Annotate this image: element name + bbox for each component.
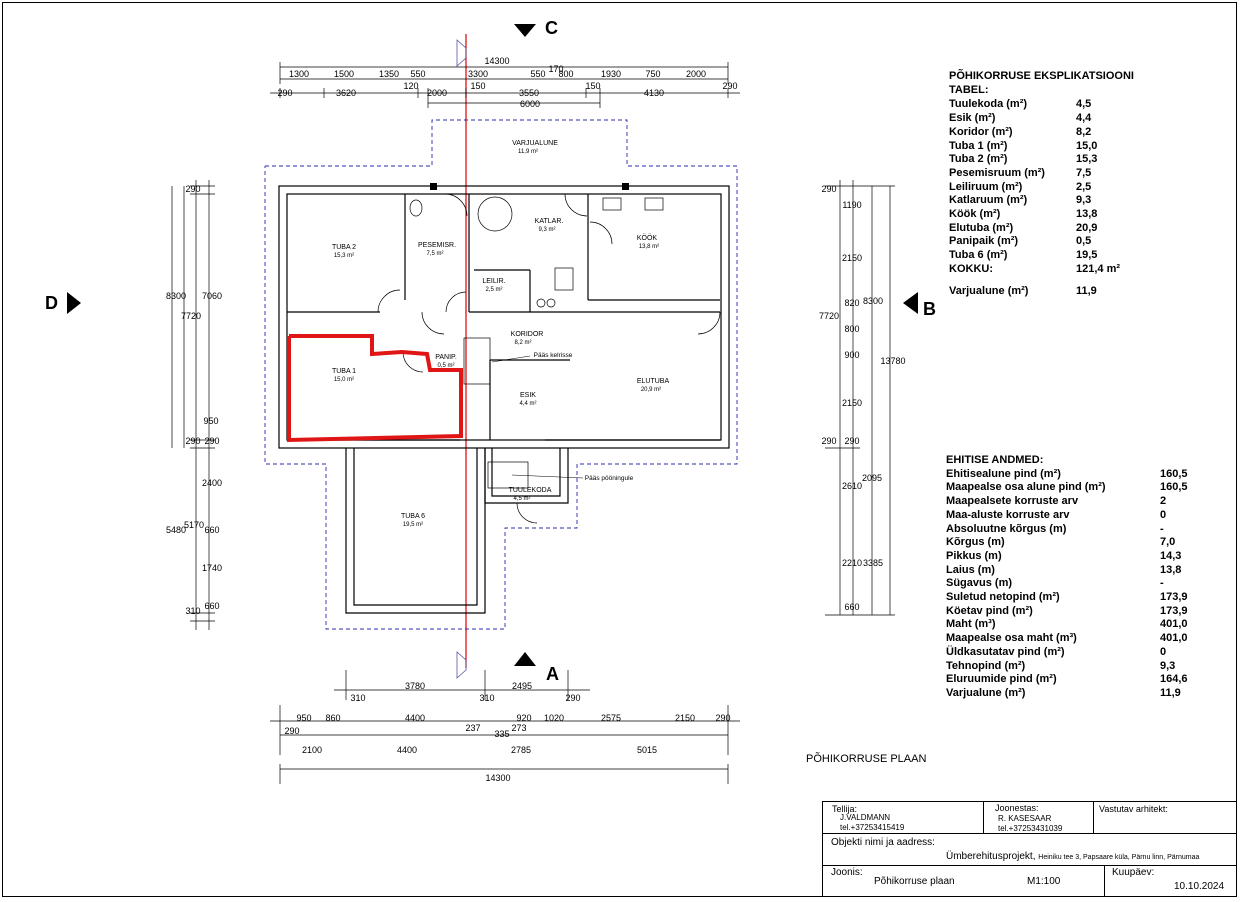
dimension-text: 290 <box>185 184 201 194</box>
explication-extra-row <box>949 285 1169 299</box>
dimension-text: 3385 <box>862 558 884 568</box>
explication-label: KOKKU: <box>949 262 993 275</box>
object-address: Heiniku tee 3, Papsaare küla, Pärnu linn, Pärnumaa <box>1038 854 1200 861</box>
building-data-value: 14,3 <box>1160 549 1182 562</box>
building-data-label: Köetav pind (m²) <box>946 604 1033 617</box>
dimension-text: 7060 <box>201 291 223 301</box>
room-name: TUBA 2 <box>331 244 357 251</box>
dimension-text: 5480 <box>165 525 187 535</box>
dimension-text: 4130 <box>643 88 665 98</box>
building-data-row <box>946 481 1206 495</box>
explication-table <box>949 70 1169 298</box>
client-label: Tellija: <box>832 804 858 814</box>
explication-extra-value: 11,9 <box>1076 284 1097 297</box>
room-area: 8,2 m² <box>514 340 532 346</box>
dimension-text: 750 <box>645 69 661 79</box>
dimension-text: 150 <box>585 81 601 91</box>
building-data-label: Maht (m³) <box>946 618 996 631</box>
building-data-value: 401,0 <box>1160 618 1188 631</box>
explication-row <box>949 153 1169 167</box>
room-area: 4,5 m² <box>513 496 531 502</box>
dimension-text: 5170 <box>183 520 205 530</box>
dimension-text: 860 <box>325 713 341 723</box>
explication-value: 0,5 <box>1076 235 1092 248</box>
explication-row <box>949 263 1169 277</box>
building-data-label: Maapealsete korruste arv <box>946 495 1079 508</box>
building-data-label: Maapealse osa alune pind (m²) <box>946 481 1106 494</box>
client-name: J.VALDMANN <box>840 813 891 822</box>
dimension-text: 120 <box>403 81 419 91</box>
explication-value: 121,4 m² <box>1076 262 1121 275</box>
section-marker-b-label: B <box>923 299 936 319</box>
explication-row <box>949 140 1169 154</box>
dimension-text: 4400 <box>396 745 418 755</box>
explication-row <box>949 181 1169 195</box>
dimension-text: 3550 <box>518 88 540 98</box>
room-name: KATLAR. <box>534 218 564 225</box>
dimension-texts-bottom <box>284 681 730 783</box>
client-phone: tel.+37253415419 <box>840 823 905 832</box>
explication-value: 19,5 <box>1076 249 1098 262</box>
dimension-text: 900 <box>844 350 860 360</box>
dimension-text: 7720 <box>180 311 202 321</box>
dimension-text: 660 <box>204 525 220 535</box>
section-marker-d-arrow <box>67 292 81 314</box>
building-data-rows <box>946 468 1206 701</box>
dimension-text: 1190 <box>842 200 862 210</box>
explication-value: 4,5 <box>1076 98 1092 111</box>
room-name: PANIP. <box>435 354 457 361</box>
building-data-value: 173,9 <box>1160 604 1188 617</box>
date-value: 10.10.2024 <box>1174 881 1225 892</box>
dimension-text: 1930 <box>600 69 622 79</box>
room-name: TUULEKODA <box>508 487 552 494</box>
building-data-value: 7,0 <box>1160 536 1176 549</box>
explication-label: Köök (m²) <box>949 208 1001 221</box>
dimension-text: 2575 <box>600 713 622 723</box>
dimension-text: 3300 <box>467 69 489 79</box>
explication-label: Esik (m²) <box>949 112 996 125</box>
explication-value: 13,8 <box>1076 208 1098 221</box>
building-data-row <box>946 605 1206 619</box>
explication-value: 20,9 <box>1076 221 1098 234</box>
dimension-text: 13780 <box>880 356 906 366</box>
dimension-text: 1350 <box>378 69 400 79</box>
room-name: ESIK <box>520 392 536 399</box>
explication-value: 8,2 <box>1076 125 1092 138</box>
building-data-row <box>946 618 1206 632</box>
building-data-row <box>946 564 1206 578</box>
room-area: 15,0 m² <box>333 377 355 383</box>
building-data-value: 0 <box>1160 508 1167 521</box>
room-area: 19,5 m² <box>402 522 424 528</box>
building-data-label: Absoluutne kõrgus (m) <box>946 522 1067 535</box>
dimension-text: 150 <box>470 81 486 91</box>
explication-label: Katlaruum (m²) <box>949 194 1028 207</box>
room-area: 4,4 m² <box>519 401 537 407</box>
explication-label: Tuba 6 (m²) <box>949 249 1008 262</box>
dimension-text: 237 <box>465 723 481 733</box>
object-name <box>946 851 1199 862</box>
explication-extra-label: Varjualune (m²) <box>949 284 1029 297</box>
dimension-text: 2000 <box>685 69 707 79</box>
dimension-text: 2150 <box>841 398 863 408</box>
building-data-label: Sügavus (m) <box>946 577 1013 590</box>
room-area: 13,8 m² <box>638 244 660 250</box>
section-cut-flag-top <box>457 40 466 66</box>
building-data-value: 164,6 <box>1160 673 1188 686</box>
dimension-text: 290 <box>277 88 293 98</box>
explication-row <box>949 112 1169 126</box>
explication-value: 15,3 <box>1076 153 1098 166</box>
explication-row <box>949 167 1169 181</box>
explication-title: PÕHIKORRUSE EKSPLIKATSIOONI TABEL: <box>949 70 1134 96</box>
dimension-text: 800 <box>844 324 860 334</box>
dimension-text: 550 <box>410 69 426 79</box>
highlighted-room-outline <box>289 336 461 440</box>
drawing-label: Joonis: <box>831 867 863 878</box>
dimension-text: 2000 <box>426 88 448 98</box>
dimension-text: 2100 <box>301 745 323 755</box>
building-data-label: Tehnopind (m²) <box>946 659 1026 672</box>
building-data-label: Laius (m) <box>946 563 995 576</box>
dimension-text: 290 <box>844 436 860 446</box>
dimension-text: 550 <box>530 69 546 79</box>
explication-value: 4,4 <box>1076 112 1092 125</box>
building-data-row <box>946 660 1206 674</box>
dimension-texts-top <box>277 56 737 109</box>
room-area: 15,3 m² <box>333 253 355 259</box>
building-data-row <box>946 632 1206 646</box>
dimension-text: 660 <box>844 602 860 612</box>
building-data-row <box>946 536 1206 550</box>
explication-label: Koridor (m²) <box>949 125 1013 138</box>
dimension-text: 310 <box>185 606 201 616</box>
dimension-text: 290 <box>284 726 300 736</box>
section-marker-a-label: A <box>546 664 559 684</box>
drawing-scale: M1:100 <box>1027 876 1061 887</box>
building-data-label: Maapealse osa maht (m³) <box>946 632 1077 645</box>
dimension-text: 310 <box>479 693 495 703</box>
room-name: TUBA 6 <box>400 513 426 520</box>
room-area: 20,9 m² <box>640 387 662 393</box>
explication-label: Panipaik (m²) <box>949 235 1019 248</box>
building-data-value: 11,9 <box>1160 686 1181 699</box>
dimension-text: 6000 <box>519 99 541 109</box>
plan-title: PÕHIKORRUSE PLAAN <box>806 753 927 765</box>
explication-row <box>949 208 1169 222</box>
building-data-row <box>946 673 1206 687</box>
room-name: ELUTUBA <box>636 378 670 385</box>
dimension-text: 290 <box>821 436 837 446</box>
dimension-text: 3780 <box>404 681 426 691</box>
note-loft-access: Pääs pööningule <box>584 475 634 482</box>
building-data-value: 401,0 <box>1160 632 1188 645</box>
dimension-text: 660 <box>204 601 220 611</box>
section-cut-flag-bottom <box>457 652 466 678</box>
explication-row <box>949 126 1169 140</box>
drawn-by-name: R. KASESAAR <box>998 814 1052 823</box>
title-block <box>822 801 1237 897</box>
dimension-text: 290 <box>722 81 738 91</box>
explication-label: Tuulekoda (m²) <box>949 98 1028 111</box>
building-data-row <box>946 468 1206 482</box>
dimension-text: 170 <box>548 64 564 74</box>
explication-label: Elutuba (m²) <box>949 221 1014 234</box>
dimension-text: 14300 <box>485 773 511 783</box>
building-data-row <box>946 687 1206 701</box>
explication-value: 2,5 <box>1076 180 1092 193</box>
building-data-label: Maa-aluste korruste arv <box>946 508 1070 521</box>
dimension-text: 1740 <box>201 563 223 573</box>
dimension-text: 2400 <box>201 478 223 488</box>
section-marker-d-label: D <box>45 293 58 313</box>
building-data-label: Üldkasutatav pind (m²) <box>946 645 1065 658</box>
building-data-row <box>946 550 1206 564</box>
room-area: 11,9 m² <box>518 149 538 155</box>
building-data-label: Eluruumide pind (m²) <box>946 673 1057 686</box>
building-data-value: 160,5 <box>1160 467 1188 480</box>
dimension-text: 1300 <box>288 69 310 79</box>
room-name: PESEMISR. <box>417 242 457 249</box>
dimension-text: 14300 <box>484 56 510 66</box>
dimension-text: 290 <box>185 436 201 446</box>
explication-value: 7,5 <box>1076 166 1092 179</box>
building-data-label: Suletud netopind (m²) <box>946 591 1060 604</box>
explication-row <box>949 249 1169 263</box>
building-data-label: Kõrgus (m) <box>946 536 1005 549</box>
building-data-value: 9,3 <box>1160 659 1176 672</box>
object-label: Objekti nimi ja aadress: <box>831 837 935 848</box>
dimension-text: 273 <box>511 723 527 733</box>
explication-rows <box>949 98 1169 276</box>
dimension-text: 2610 <box>841 481 863 491</box>
dimension-text: 2210 <box>841 558 863 568</box>
building-data-table <box>946 454 1206 701</box>
dimension-text: 1500 <box>333 69 355 79</box>
dimension-text: 1020 <box>543 713 565 723</box>
section-marker-c-arrow <box>514 24 536 37</box>
dimension-text: 3620 <box>335 88 357 98</box>
dimension-text: 8300 <box>165 291 187 301</box>
building-data-row <box>946 523 1206 537</box>
dimension-text: 2095 <box>861 473 883 483</box>
dimension-text: 290 <box>204 436 220 446</box>
building-data-value: 173,9 <box>1160 591 1188 604</box>
drawn-by-label: Joonestas: <box>995 803 1039 813</box>
room-area: 7,5 m² <box>426 251 444 257</box>
building-data-label: Varjualune (m²) <box>946 686 1026 699</box>
dimension-text: 4400 <box>404 713 426 723</box>
drawn-by-phone: tel.+37253431039 <box>998 824 1063 833</box>
explication-value: 9,3 <box>1076 194 1092 207</box>
building-data-row <box>946 509 1206 523</box>
dimension-text: 950 <box>296 713 312 723</box>
section-marker-a-arrow <box>514 652 536 666</box>
dimension-text: 800 <box>558 69 574 79</box>
explication-label: Tuba 1 (m²) <box>949 139 1008 152</box>
dimension-text: 290 <box>715 713 731 723</box>
explication-row <box>949 222 1169 236</box>
room-area: 9,3 m² <box>538 227 556 233</box>
dimension-text: 820 <box>844 298 860 308</box>
section-marker-b-arrow <box>903 292 918 314</box>
explication-value: 15,0 <box>1076 139 1098 152</box>
explication-row <box>949 194 1169 208</box>
building-data-label: Ehitisealune pind (m²) <box>946 467 1061 480</box>
dimension-text: 290 <box>821 184 837 194</box>
object-name-text: Ümberehitusprojekt, <box>946 851 1036 862</box>
explication-label: Leiliruum (m²) <box>949 180 1023 193</box>
building-data-value: - <box>1160 522 1164 535</box>
architect-label: Vastutav arhitekt: <box>1099 804 1168 814</box>
building-data-value: 2 <box>1160 495 1167 508</box>
room-name: KORIDOR <box>510 331 544 338</box>
explication-label: Tuba 2 (m²) <box>949 153 1008 166</box>
building-data-row <box>946 577 1206 591</box>
dimension-chains-bottom <box>270 670 740 784</box>
explication-label: Pesemisruum (m²) <box>949 166 1045 179</box>
explication-row <box>949 235 1169 249</box>
building-data-row <box>946 495 1206 509</box>
dimension-text: 2785 <box>510 745 532 755</box>
dimension-text: 2150 <box>674 713 696 723</box>
dimension-text: 7720 <box>818 311 840 321</box>
note-attic-access: Pääs kelrisse <box>533 352 573 359</box>
dimension-text: 310 <box>350 693 366 703</box>
dimension-text: 335 <box>494 729 510 739</box>
room-name: VARJUALUNE <box>512 140 558 147</box>
dimension-text: 2150 <box>841 253 863 263</box>
room-area: 0,5 m² <box>437 363 455 369</box>
dimension-text: 2495 <box>511 681 533 691</box>
room-name: KÖÖK <box>636 235 658 242</box>
dimension-text: 290 <box>565 693 581 703</box>
dimension-text: 920 <box>516 713 532 723</box>
room-area: 2,5 m² <box>485 287 503 293</box>
building-data-row <box>946 646 1206 660</box>
section-marker-c-label: C <box>545 18 558 38</box>
room-name: TUBA 1 <box>331 368 357 375</box>
dimension-text: 5015 <box>636 745 658 755</box>
building-data-title: EHITISE ANDMED: <box>946 454 1044 466</box>
dimension-text: 8300 <box>862 296 884 306</box>
building-data-value: 13,8 <box>1160 563 1182 576</box>
building-data-value: 0 <box>1160 645 1167 658</box>
building-data-row <box>946 591 1206 605</box>
building-data-value: - <box>1160 577 1164 590</box>
date-label: Kuupäev: <box>1112 867 1155 878</box>
dimension-texts-left <box>166 184 222 616</box>
drawing-name: Põhikorruse plaan <box>874 876 955 887</box>
room-name: LEILIR. <box>482 278 506 285</box>
dimension-texts-right <box>819 184 906 612</box>
dimension-text: 950 <box>203 416 219 426</box>
building-data-label: Pikkus (m) <box>946 549 1002 562</box>
explication-row <box>949 98 1169 112</box>
building-data-value: 160,5 <box>1160 481 1188 494</box>
